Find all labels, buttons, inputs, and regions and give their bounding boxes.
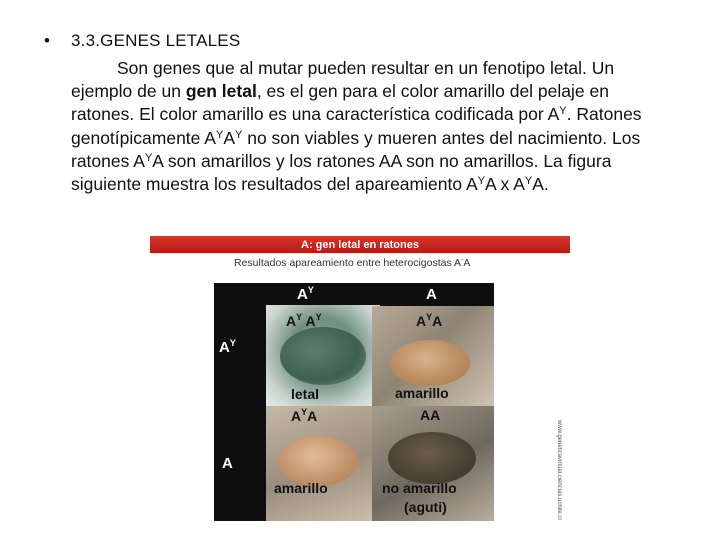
column-header-2: A — [426, 286, 437, 303]
figure-subtitle: Resultados apareamiento entre heterocigostas A-A — [234, 257, 471, 269]
figure-banner-title: A: gen letal en ratones — [301, 238, 419, 251]
cell-genotype: $A^YA$ — [416, 312, 443, 329]
figure-watermark: www.geneticavirtual.ciencias.uchile.cl — [556, 420, 562, 520]
cell-genotype: $A^YA$ — [291, 407, 318, 424]
bullet: • — [44, 31, 50, 50]
figure-banner — [150, 236, 570, 253]
row-header-1: $A^Y$ — [219, 338, 236, 356]
mouse-shape — [278, 436, 358, 486]
bold-term: gen letal — [185, 81, 257, 102]
cell-phenotype: amarillo — [274, 480, 328, 496]
mouse-photo-yellow-2 — [266, 406, 372, 521]
cell-genotype: AA — [420, 407, 441, 423]
cell-phenotype-extra: (aguti) — [404, 499, 447, 515]
cell-phenotype: letal — [291, 386, 320, 402]
body-paragraph: Son genes que al mutar pueden resultar en un fenotipo letal. Un ejemplo de un gen letal, es el gen para el color amarillo del pelaje en ratones. El color amarillo es una característica codificada por $A^Y$. Ratones genotípicamente $A^YA^Y$ no son viables y mueren antes del nacimiento. Los ratones $A^YA$ son amarillos y los ratones AA son no amarillos. La figura siguiente muestra los resultados del apareamiento $A^YA$ x $A^YA$. — [71, 58, 642, 195]
mouse-shape — [388, 432, 476, 484]
mouse-shape — [390, 340, 470, 386]
section-heading: 3.3.GENES LETALES — [71, 31, 241, 50]
cell-phenotype: no amarillo — [382, 480, 457, 496]
mouse-photo-lethal — [266, 305, 380, 406]
row-header-2: A — [222, 455, 233, 472]
embryo-shape — [280, 327, 366, 385]
cell-phenotype: amarillo — [395, 385, 449, 401]
cell-genotype: $A^Y$ $A^Y$ — [286, 312, 322, 329]
column-header-1: $A^Y$ — [297, 285, 314, 303]
